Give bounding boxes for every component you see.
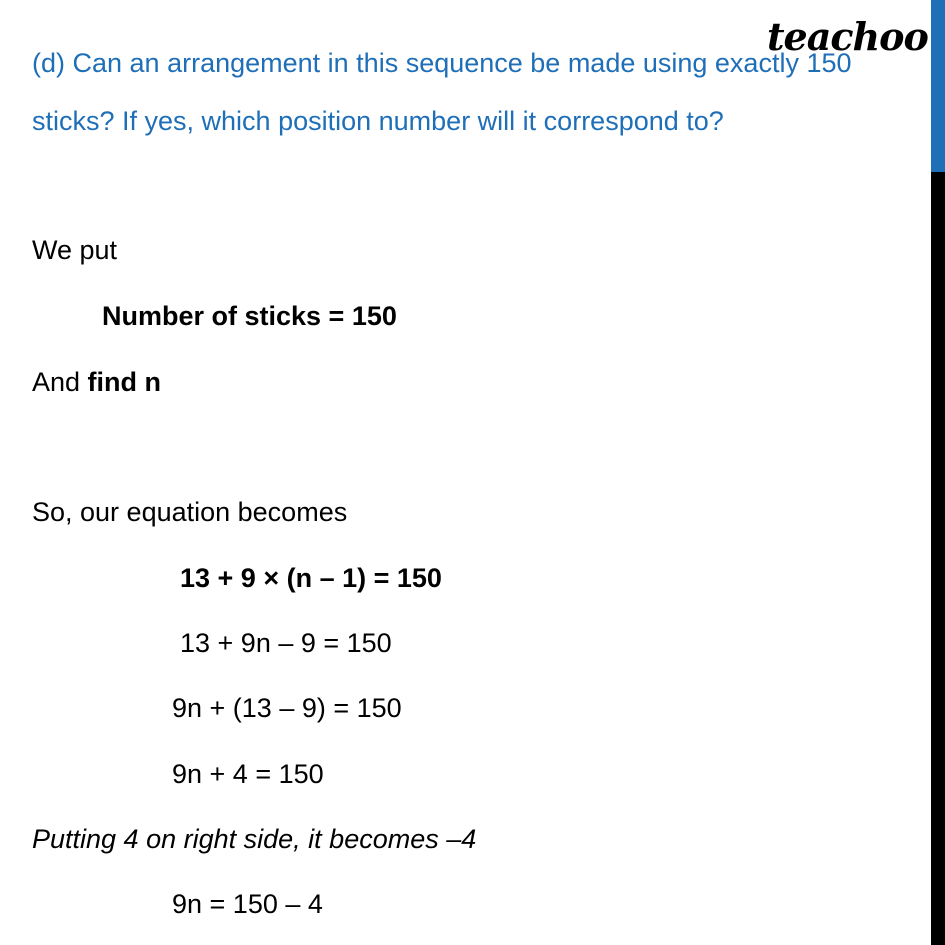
we-put-text: We put [32,235,118,265]
find-n-line [32,366,161,398]
side-accent-bar [931,0,945,172]
sticks-equation: Number of sticks = 150 [102,301,397,331]
side-scroll-bar [931,172,945,945]
equation-3: 9n + (13 – 9) = 150 [172,693,402,723]
teachoo-logo: teachoo [767,14,928,59]
equation-2: 13 + 9n – 9 = 150 [180,628,392,658]
note-text: Putting 4 on right side, it becomes –4 [32,824,477,854]
equation-1: 13 + 9 × (n – 1) = 150 [180,563,442,593]
equation-5: 9n = 150 – 4 [172,889,323,919]
so-text: So, our equation becomes [32,497,348,527]
question-line-1: (d) Can an arrangement in this sequence be made using exactly 150 [32,48,852,78]
find-n-text: find n [87,367,162,397]
equation-4: 9n + 4 = 150 [172,759,324,789]
question-line-2: sticks? If yes, which position number will it correspond to? [32,106,724,136]
and-text: And [32,367,88,397]
